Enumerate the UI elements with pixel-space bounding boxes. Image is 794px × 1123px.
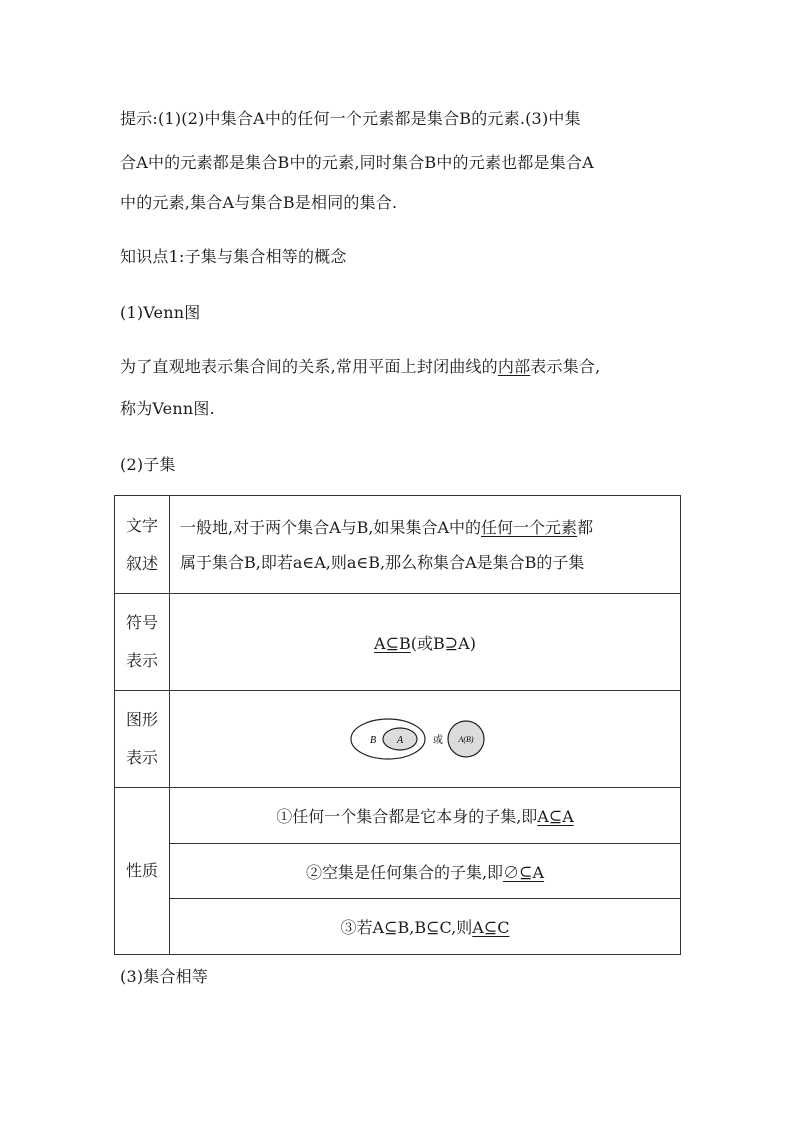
hint-line-1: 提示:(1)(2)中集合A中的任何一个元素都是集合B的元素.(3)中集 bbox=[120, 109, 581, 128]
subset-definition-line-1 bbox=[180, 510, 672, 545]
subset-def-underlined: 任何一个元素 bbox=[481, 517, 578, 537]
label-symbol-b: 表示 bbox=[125, 651, 158, 670]
subset-def-post: 都 bbox=[577, 517, 594, 537]
subset-def-pre: 一般地,对于两个集合A与B,如果集合A中的 bbox=[180, 517, 482, 537]
hint-line-3: 中的元素,集合A与集合B是相同的集合. bbox=[120, 193, 398, 212]
venn-outer-label: B bbox=[370, 735, 377, 746]
label-symbol bbox=[115, 594, 170, 691]
venn-inner-label: A bbox=[396, 735, 404, 746]
symbol-underlined: A⊆B bbox=[374, 633, 411, 653]
venn-definition-line-1 bbox=[120, 354, 600, 377]
subset-definition bbox=[170, 496, 681, 594]
venn-figure-cell bbox=[170, 691, 681, 788]
property-1-text: ①任何一个集合都是它本身的子集,即 bbox=[276, 807, 538, 826]
subset-definition-line-2: 属于集合B,即若a∈A,则a∈B,那么称集合A是集合B的子集 bbox=[180, 552, 585, 572]
row-property-1 bbox=[115, 788, 681, 844]
label-text-description bbox=[115, 496, 170, 594]
label-text-a: 文字 bbox=[125, 515, 158, 535]
row-figure bbox=[115, 691, 681, 788]
property-2-underlined: ∅⊆A bbox=[503, 862, 545, 882]
venn-def-part1: 为了直观地表示集合间的关系,常用平面上封闭曲线的 bbox=[120, 357, 498, 376]
equal-sets-heading: (3)集合相等 bbox=[120, 967, 209, 986]
row-property-3 bbox=[115, 899, 681, 955]
venn-equal-label: A(B) bbox=[458, 735, 474, 744]
symbol-rest: (或B⊇A) bbox=[410, 633, 476, 653]
property-3-underlined: A⊆C bbox=[472, 918, 510, 937]
label-figure-a: 图形 bbox=[125, 710, 158, 729]
label-property: 性质 bbox=[115, 788, 170, 955]
symbol-notation bbox=[170, 594, 681, 691]
property-2 bbox=[170, 844, 681, 899]
property-1 bbox=[170, 788, 681, 844]
venn-def-part2: 表示集合, bbox=[530, 357, 601, 376]
property-2-text: ②空集是任何集合的子集,即 bbox=[305, 862, 504, 882]
label-symbol-a: 符号 bbox=[125, 613, 158, 632]
property-1-underlined: A⊆A bbox=[537, 807, 574, 826]
subset-heading: (2)子集 bbox=[120, 455, 176, 474]
property-3-text: ③若A⊆B,B⊆C,则 bbox=[340, 918, 473, 937]
hint-line-2: 合A中的元素都是集合B中的元素,同时集合B中的元素也都是集合A bbox=[120, 153, 594, 172]
venn-def-underlined: 内部 bbox=[497, 357, 531, 376]
row-property-2 bbox=[115, 844, 681, 899]
property-3 bbox=[170, 899, 681, 955]
knowledge-point-title: 知识点1:子集与集合相等的概念 bbox=[120, 247, 347, 266]
row-symbol bbox=[115, 594, 681, 691]
venn-definition-line-2: 称为Venn图. bbox=[120, 399, 215, 418]
venn-heading: (1)Venn图 bbox=[120, 303, 201, 322]
venn-or-label: 或 bbox=[433, 735, 443, 746]
venn-diagram bbox=[350, 714, 500, 764]
subset-table bbox=[114, 495, 681, 955]
label-figure-b: 表示 bbox=[125, 748, 158, 767]
label-figure bbox=[115, 691, 170, 788]
label-text-b: 叙述 bbox=[125, 553, 158, 573]
row-text-description bbox=[115, 496, 681, 594]
